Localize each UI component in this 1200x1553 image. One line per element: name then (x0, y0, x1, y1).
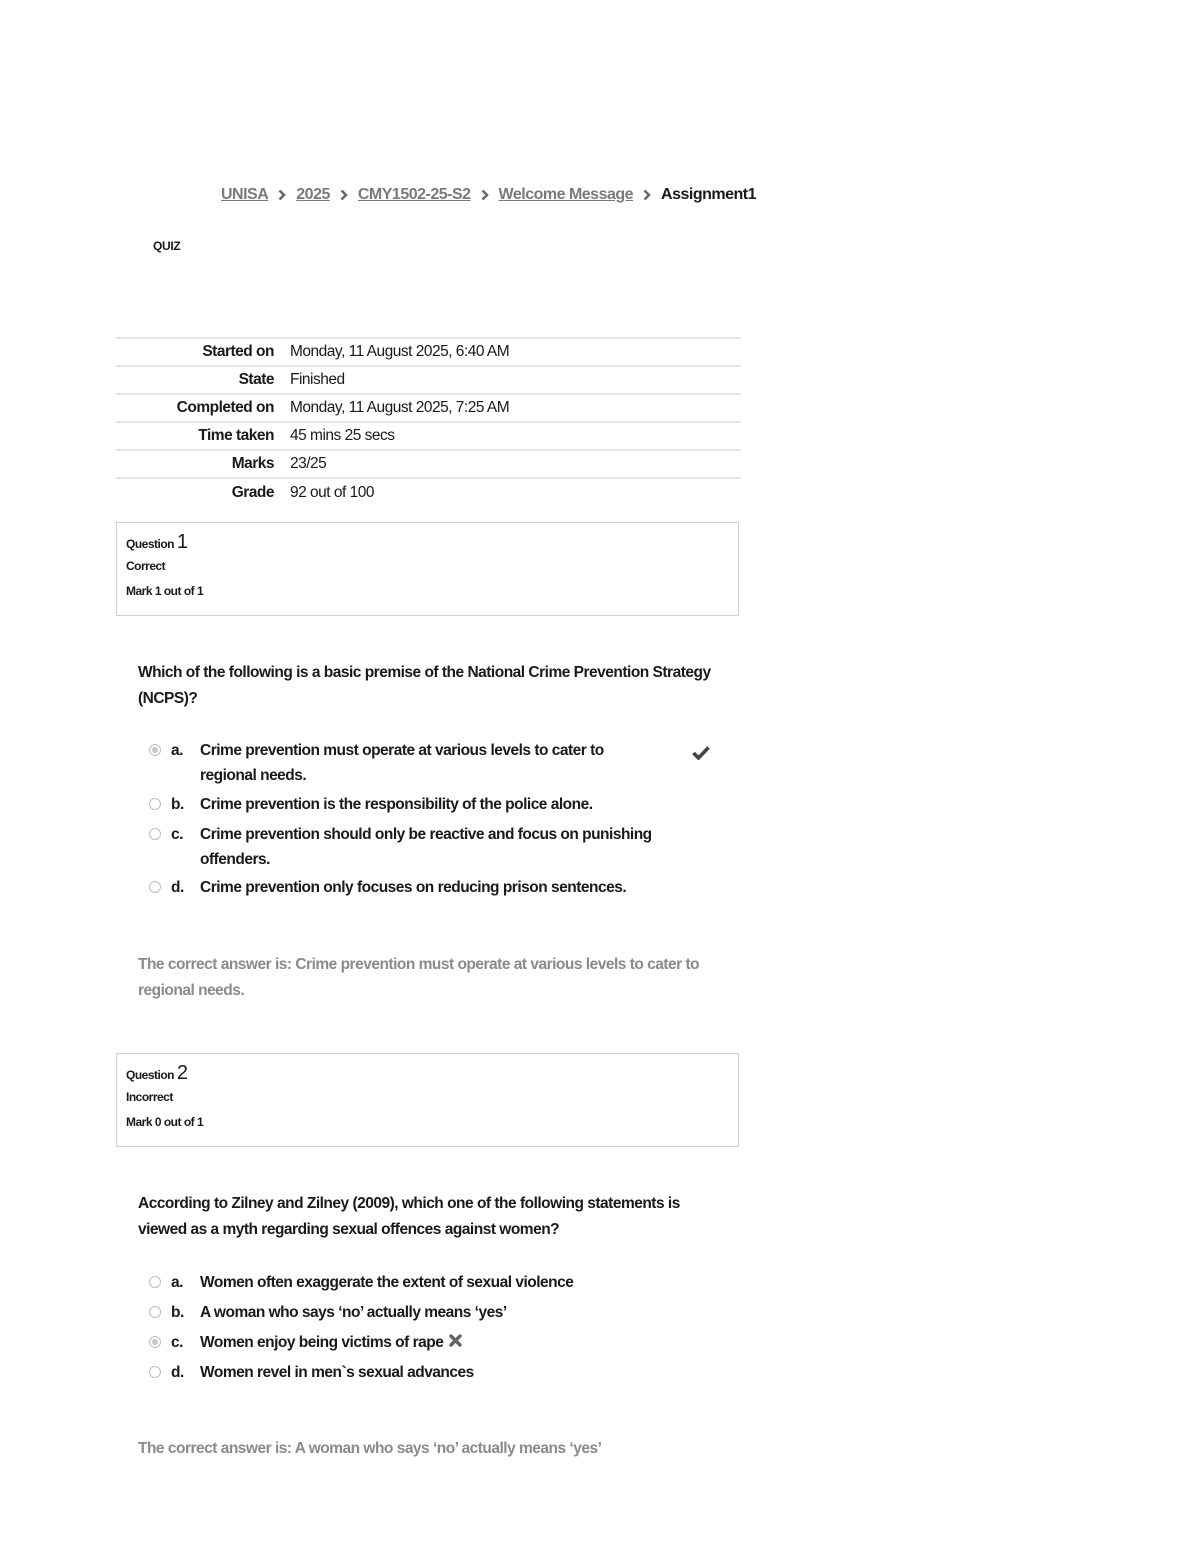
question-number: 1 (176, 531, 188, 553)
question-mark: Mark 1 out of 1 (126, 584, 204, 598)
answer-options (147, 738, 727, 900)
summary-row-grade (116, 478, 741, 506)
answer-letter: b. (171, 796, 184, 813)
question-label: Question (126, 1068, 175, 1082)
summary-value: 45 mins 25 secs (290, 427, 395, 444)
section-label: QUIZ (153, 239, 181, 253)
summary-row-state (116, 366, 741, 394)
question-info-box (116, 1053, 739, 1147)
summary-value: Monday, 11 August 2025, 7:25 AM (290, 399, 510, 416)
answer-option-a[interactable] (147, 738, 727, 788)
answer-letter: a. (171, 742, 183, 759)
question-state: Correct (126, 559, 166, 573)
summary-value: 92 out of 100 (290, 483, 374, 501)
summary-value: 23/25 (290, 455, 327, 472)
answer-text: Crime prevention only focuses on reducing prison sentences. (200, 879, 627, 896)
answer-option-d[interactable] (147, 875, 727, 900)
question-feedback: The correct answer is: A woman who says ‘no’ actually means ‘yes’ (138, 1440, 602, 1457)
breadcrumb-current: Assignment1 (661, 186, 757, 203)
answer-option-b[interactable] (147, 792, 727, 817)
answer-option-c[interactable] (147, 1330, 727, 1355)
summary-label: Completed on (176, 399, 274, 416)
summary-row-time-taken (116, 422, 741, 450)
radio-button[interactable] (149, 1366, 161, 1378)
answer-text: Women revel in men`s sexual advances (200, 1364, 474, 1382)
answer-letter: c. (171, 1334, 183, 1351)
answer-option-b[interactable] (147, 1300, 727, 1325)
chevron-right-icon (643, 189, 651, 201)
question-text: According to Zilney and Zilney (2009), which one of the following statements is viewed as a myth regarding sexual offences against women? (138, 1195, 680, 1238)
chevron-right-icon (481, 189, 489, 201)
radio-button[interactable] (149, 798, 161, 810)
breadcrumb-link-year[interactable]: 2025 (296, 186, 330, 203)
question-label: Question (126, 537, 175, 551)
answer-text: A woman who says ‘no’ actually means ‘yes’ (200, 1304, 507, 1321)
summary-row-completed (116, 394, 741, 422)
check-icon (692, 743, 710, 768)
answer-letter: d. (171, 1364, 184, 1382)
radio-button[interactable] (149, 881, 161, 893)
answer-letter: b. (171, 1304, 184, 1321)
answer-letter: d. (171, 879, 184, 896)
radio-button[interactable] (149, 828, 161, 840)
chevron-right-icon (278, 189, 286, 201)
summary-label: Marks (231, 455, 274, 472)
question-text: Which of the following is a basic premise of the National Crime Prevention Strategy (NCPS)? (138, 664, 711, 707)
answer-text: Women enjoy being victims of rape (200, 1334, 444, 1351)
question-feedback: The correct answer is: Crime prevention must operate at various levels to cater to regional needs. (138, 956, 700, 999)
attempt-summary-table (116, 337, 741, 506)
answer-text: Crime prevention must operate at various levels to cater to regional needs. (200, 742, 604, 784)
radio-button[interactable] (149, 1276, 161, 1288)
answer-options (147, 1270, 727, 1385)
breadcrumb (221, 186, 756, 204)
answer-text-with-icon (200, 1330, 680, 1355)
radio-button[interactable] (149, 744, 161, 756)
breadcrumb-link-course[interactable]: CMY1502-25-S2 (357, 186, 471, 203)
question-info-box (116, 522, 739, 616)
summary-label: State (238, 371, 274, 388)
radio-button[interactable] (149, 1306, 161, 1318)
question-state: Incorrect (126, 1090, 173, 1104)
summary-value: Finished (290, 371, 345, 388)
cross-icon (449, 1330, 462, 1355)
question-heading (126, 531, 738, 555)
question-mark: Mark 0 out of 1 (126, 1115, 204, 1129)
summary-label: Started on (202, 343, 274, 360)
answer-text: Crime prevention should only be reactive and focus on punishing offenders. (200, 826, 652, 868)
answer-option-c[interactable] (147, 822, 727, 872)
summary-label: Time taken (198, 427, 274, 444)
summary-label: Grade (231, 483, 274, 501)
answer-option-d[interactable] (147, 1360, 727, 1385)
breadcrumb-link-welcome[interactable]: Welcome Message (498, 186, 634, 203)
summary-row-marks (116, 450, 741, 478)
radio-button[interactable] (149, 1336, 161, 1348)
answer-option-a[interactable] (147, 1270, 727, 1295)
answer-text: Women often exaggerate the extent of sexual violence (200, 1274, 574, 1291)
summary-value: Monday, 11 August 2025, 6:40 AM (290, 343, 510, 360)
question-number: 2 (176, 1062, 188, 1084)
answer-letter: a. (171, 1274, 183, 1291)
breadcrumb-link-unisa[interactable]: UNISA (221, 186, 269, 203)
summary-row-started (116, 338, 741, 366)
chevron-right-icon (340, 189, 348, 201)
answer-letter: c. (171, 826, 183, 843)
question-heading (126, 1062, 738, 1086)
answer-text: Crime prevention is the responsibility of the police alone. (200, 796, 593, 813)
